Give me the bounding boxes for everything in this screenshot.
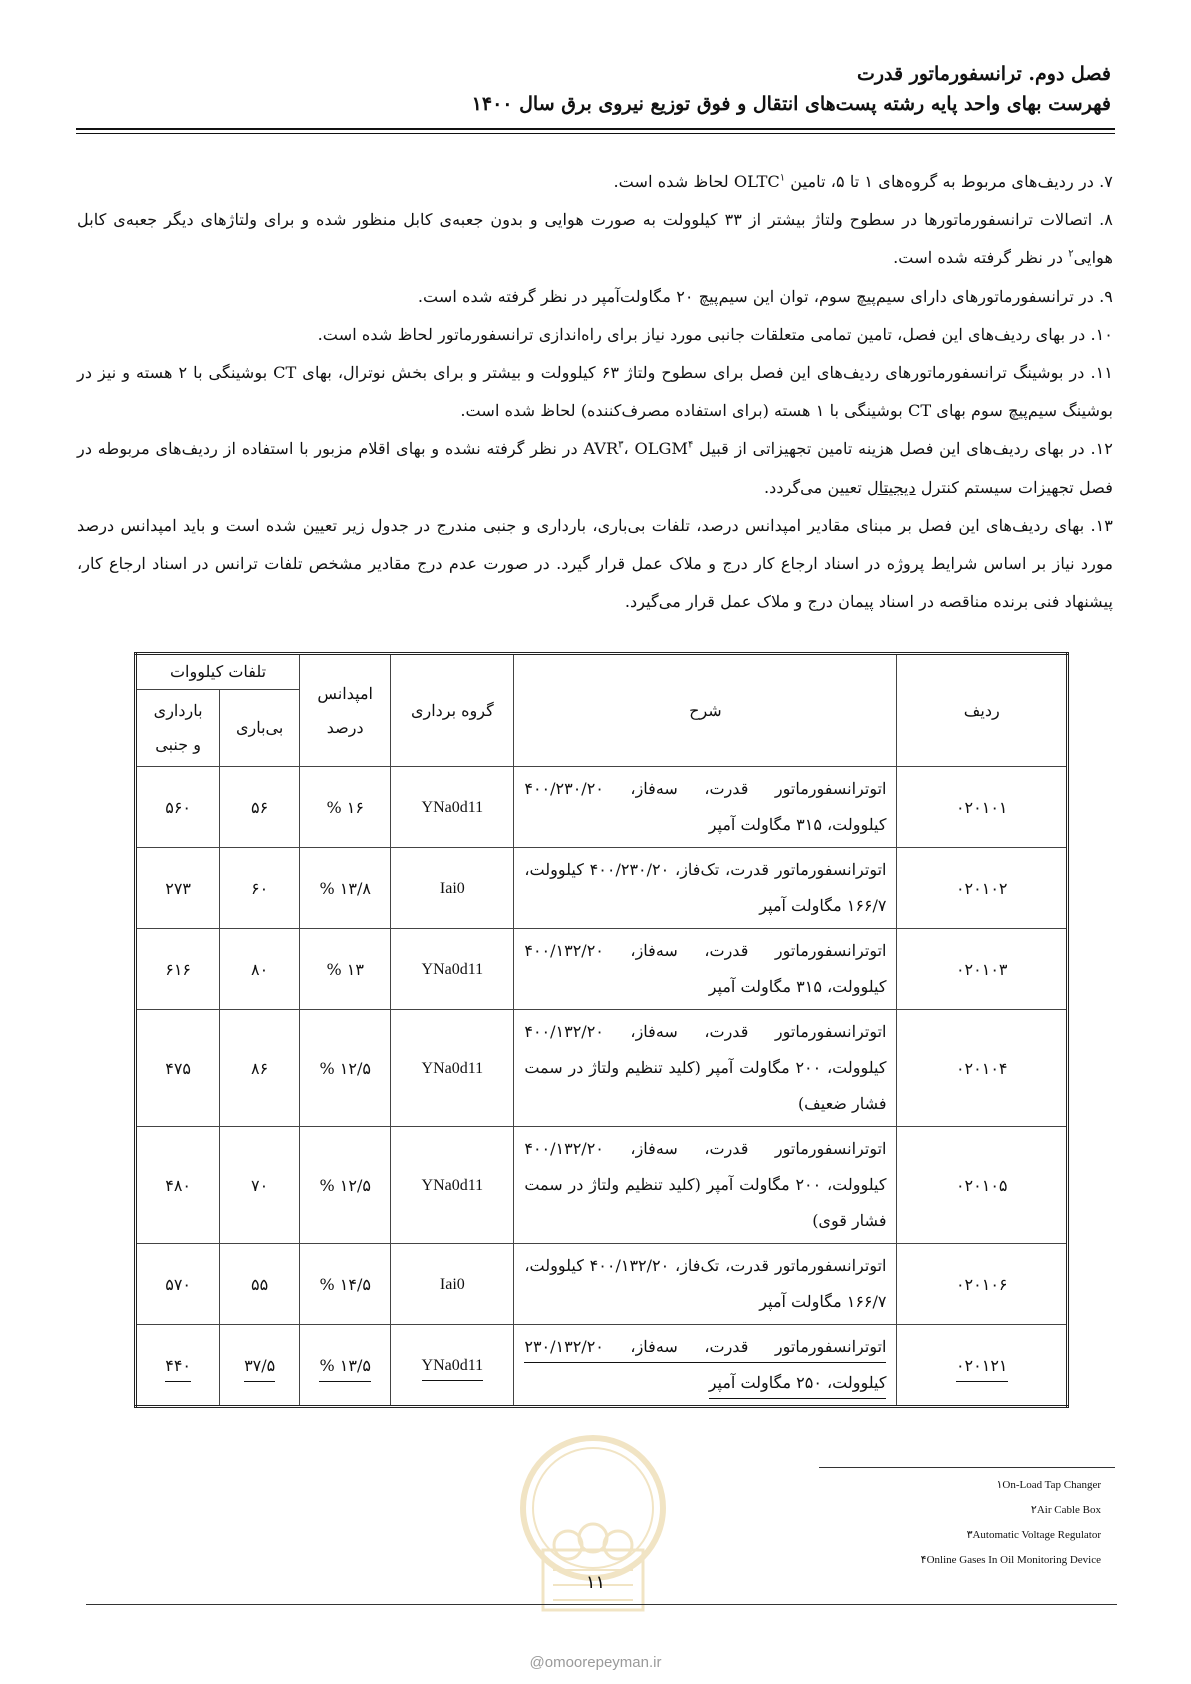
header-vector-group: گروه برداری xyxy=(391,654,514,767)
page-number: ۱۱ xyxy=(585,1572,606,1593)
note-11: ۱۱. در بوشینگ ترانسفورماتورهای ردیف‌های این فصل برای سطوح ولتاژ ۶۳ کیلوولت و بیشتر و برای بخش نوترال، بهای CT بوشینگی با ۲ هسته و نیز در بوشینگ سیم‌پیچ سوم بهای CT بوشینگی با ۱ هسته (برای استفاده مصرف‌کننده) لحاظ شده است. xyxy=(77,363,1113,421)
cell-row-number: ۰۲۰۱۰۳ xyxy=(897,929,1068,1010)
footnote-ref: ۴ xyxy=(688,440,694,452)
table-row xyxy=(136,767,1068,848)
cell-no-load-loss: ۵۶ xyxy=(220,767,300,848)
cell-load-loss: ۵۶۰ xyxy=(136,767,220,848)
cell-row-number: ۰۲۰۱۲۱ xyxy=(897,1325,1068,1407)
watermark-logo xyxy=(498,1430,688,1630)
cell-row-number: ۰۲۰۱۰۵ xyxy=(897,1127,1068,1244)
cell-load-loss: ۲۷۳ xyxy=(136,848,220,929)
cell-row-number: ۰۲۰۱۰۶ xyxy=(897,1244,1068,1325)
table-row xyxy=(136,929,1068,1010)
note-13: ۱۳. بهای ردیف‌های این فصل بر مبنای مقادیر امپدانس درصد، تلفات بی‌باری، بارداری و جنبی مندرج در جدول زیر تعیین شده است و باید امپدانس درصد مورد نیاز بر اساس شرایط پروژه در اسناد ارجاع کار درج و ملاک عمل قرار گیرد. در صورت عدم درج مقادیر مشخص تلفات ترانس در اسناد ارجاع کار، پیشنهاد فنی برنده مناقصه در اسناد پیمان درج و ملاک عمل قرار می‌گیرد. xyxy=(77,515,1113,612)
document-title: فهرست بهای واحد پایه رشته پست‌های انتقال و فوق توزیع نیروی برق سال ۱۴۰۰ xyxy=(471,93,1111,115)
cell-description: اتوترانسفورماتور قدرت، سه‌فاز، ۴۰۰/۱۳۲/۲۰ کیلوولت، ۲۰۰ مگاولت آمپر (کلید تنظیم ولتاژ در سمت فشار ضعیف) xyxy=(514,1010,897,1127)
note-8: ۸. اتصالات ترانسفورماتورها در سطوح ولتاژ بیشتر از ۳۳ کیلوولت به صورت هوایی و بدون جعبه‌ی کابل منظور شده و برای ولتاژهای دیگر جعبه‌ی کابل هوایی$^۲$ در نظر گرفته شده است. xyxy=(77,210,1113,268)
cell-load-loss: ۵۷۰ xyxy=(136,1244,220,1325)
cell-vector-group: Iai0 xyxy=(391,848,514,929)
cell-load-loss: ۶۱۶ xyxy=(136,929,220,1010)
cell-impedance: ۱۲/۵ % xyxy=(300,1127,391,1244)
cell-row-number: ۰۲۰۱۰۴ xyxy=(897,1010,1068,1127)
header-row-number: ردیف xyxy=(897,654,1068,767)
table-row xyxy=(136,1127,1068,1244)
cell-row-number: ۰۲۰۱۰۱ xyxy=(897,767,1068,848)
footer-rule xyxy=(86,1604,1117,1605)
table-row xyxy=(136,1325,1068,1407)
cell-impedance: ۱۳ % xyxy=(300,929,391,1010)
note-12: ۱۲. در بهای ردیف‌های این فصل هزینه تامین تجهیزاتی از قبیل AVR$^۳$، OLGM$^۴$ در نظر گرفته نشده و بهای اقلام مزبور با استفاده از ردیف‌های مربوطه در فصل تجهیزات سیستم کنترل دیجیتال تعیین می‌گردد. xyxy=(77,439,1113,497)
cell-vector-group: YNa0d11 xyxy=(391,1325,514,1407)
page-header xyxy=(80,60,1111,118)
note-9: ۹. در ترانسفورماتورهای دارای سیم‌پیچ سوم، توان این سیم‌پیچ ۲۰ مگاولت‌آمپر در نظر گرفته شده است. xyxy=(417,286,1113,306)
cell-no-load-loss: ۶۰ xyxy=(220,848,300,929)
cell-description: اتوترانسفورماتور قدرت، سه‌فاز، ۴۰۰/۱۳۲/۲۰ کیلوولت، ۳۱۵ مگاولت آمپر xyxy=(514,929,897,1010)
table-header-row xyxy=(136,654,1068,690)
footnote-ref: ۲ xyxy=(1068,249,1074,261)
transformer-price-table xyxy=(134,652,1069,1408)
cell-load-loss: ۴۸۰ xyxy=(136,1127,220,1244)
table-body xyxy=(136,767,1068,1407)
table-row xyxy=(136,1010,1068,1127)
chapter-title: فصل دوم. ترانسفورماتور قدرت xyxy=(856,63,1111,85)
header-description: شرح xyxy=(514,654,897,767)
header-load-loss: بارداری و جنبی xyxy=(136,690,220,767)
cell-description: اتوترانسفورماتور قدرت، تک‌فاز، ۴۰۰/۱۳۲/۲۰ کیلوولت، ۱۶۶/۷ مگاولت آمپر xyxy=(514,1244,897,1325)
cell-description: اتوترانسفورماتور قدرت، تک‌فاز، ۴۰۰/۲۳۰/۲۰ کیلوولت، ۱۶۶/۷ مگاولت آمپر xyxy=(514,848,897,929)
footnote-2: ۲Air Cable Box xyxy=(1030,1504,1101,1516)
footnote-ref: ۱ xyxy=(779,172,786,184)
table-row xyxy=(136,1244,1068,1325)
cell-impedance: ۱۴/۵ % xyxy=(300,1244,391,1325)
header-losses: تلفات کیلووات xyxy=(136,654,300,690)
cell-vector-group: YNa0d11 xyxy=(391,767,514,848)
cell-no-load-loss: ۸۰ xyxy=(220,929,300,1010)
note-10: ۱۰. در بهای ردیف‌های این فصل، تامین تمامی متعلقات جانبی مورد نیاز برای راه‌اندازی ترانسفورماتور لحاظ شده است. xyxy=(317,324,1113,344)
cell-impedance: ۱۲/۵ % xyxy=(300,1010,391,1127)
cell-vector-group: YNa0d11 xyxy=(391,1010,514,1127)
table-row xyxy=(136,848,1068,929)
header-rule-thin xyxy=(76,133,1115,134)
cell-impedance: ۱۳/۸ % xyxy=(300,848,391,929)
cell-impedance: ۱۳/۵ % xyxy=(300,1325,391,1407)
footnote-ref: ۳ xyxy=(618,440,624,452)
cell-no-load-loss: ۳۷/۵ xyxy=(220,1325,300,1407)
footnote-3: ۳Automatic Voltage Regulator xyxy=(966,1529,1101,1541)
cell-vector-group: Iai0 xyxy=(391,1244,514,1325)
footnote-1: ۱On-Load Tap Changer xyxy=(996,1479,1101,1491)
cell-row-number: ۰۲۰۱۰۲ xyxy=(897,848,1068,929)
cell-no-load-loss: ۷۰ xyxy=(220,1127,300,1244)
header-no-load-loss: بی‌باری xyxy=(220,690,300,767)
cell-no-load-loss: ۵۵ xyxy=(220,1244,300,1325)
cell-description: اتوترانسفورماتور قدرت، سه‌فاز، ۴۰۰/۱۳۲/۲۰ کیلوولت، ۲۰۰ مگاولت آمپر (کلید تنظیم ولتاژ در سمت فشار قوی) xyxy=(514,1127,897,1244)
watermark-url: @omoorepeyman.ir xyxy=(529,1654,662,1671)
cell-no-load-loss: ۸۶ xyxy=(220,1010,300,1127)
cell-description: اتوترانسفورماتور قدرت، سه‌فاز، ۴۰۰/۲۳۰/۲۰ کیلوولت، ۳۱۵ مگاولت آمپر xyxy=(514,767,897,848)
note-7: ۷. در ردیف‌های مربوط به گروه‌های ۱ تا ۵، تامین OLTC$^۱$ لحاظ شده است. xyxy=(613,172,1113,191)
cell-description: اتوترانسفورماتور قدرت، سه‌فاز، ۲۳۰/۱۳۲/۲۰ کیلوولت، ۲۵۰ مگاولت آمپر xyxy=(514,1325,897,1407)
notes-section xyxy=(77,163,1113,621)
footnote-rule xyxy=(819,1467,1115,1468)
cell-vector-group: YNa0d11 xyxy=(391,929,514,1010)
cell-impedance: ۱۶ % xyxy=(300,767,391,848)
footnote-4: ۴Online Gases In Oil Monitoring Device xyxy=(920,1554,1101,1566)
header-impedance: امپدانس درصد xyxy=(300,654,391,767)
header-rule-thick xyxy=(76,128,1115,130)
cell-load-loss: ۴۴۰ xyxy=(136,1325,220,1407)
cell-vector-group: YNa0d11 xyxy=(391,1127,514,1244)
cell-load-loss: ۴۷۵ xyxy=(136,1010,220,1127)
